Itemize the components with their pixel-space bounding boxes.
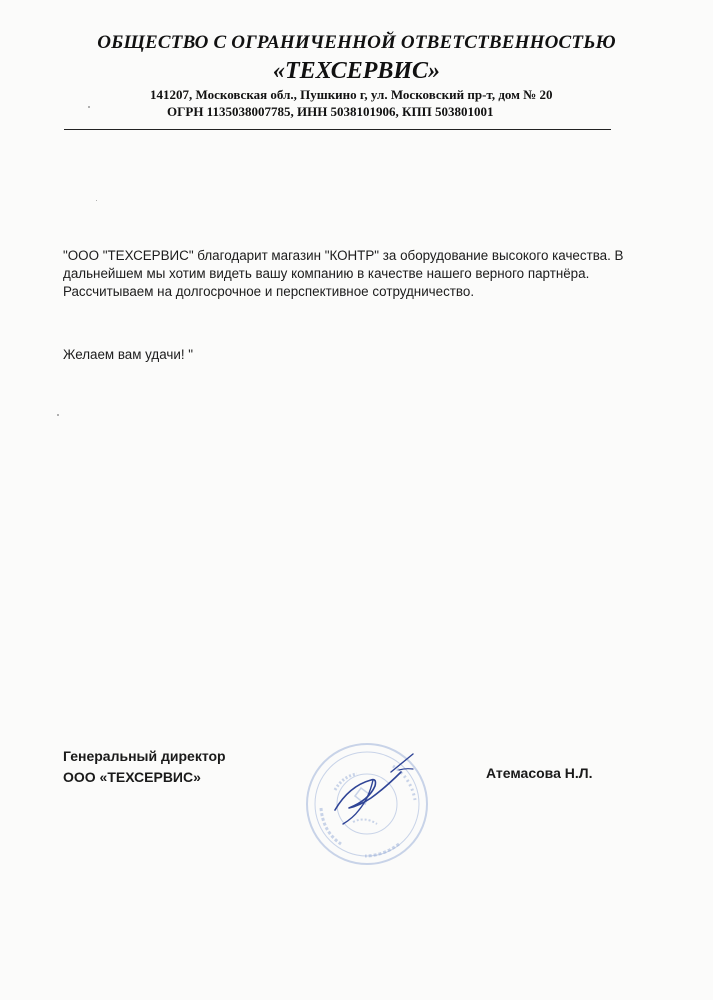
letter-line: дальнейшем мы хотим видеть вашу компанию в качестве нашего верного партнёра. xyxy=(63,266,590,281)
signatory-company: ООО «ТЕХСЕРВИС» xyxy=(63,769,201,785)
letter-closing: Желаем вам удачи! " xyxy=(63,347,194,362)
letter-line: Рассчитываем на долгосрочное и перспективное сотрудничество. xyxy=(63,284,475,299)
signatory-name: Атемасова Н.Л. xyxy=(486,765,593,781)
header-divider xyxy=(64,129,611,130)
org-name: «ТЕХСЕРВИС» xyxy=(272,58,441,84)
letter-line: "ООО "ТЕХСЕРВИС" благодарит магазин "КОНТР" за оборудование высокого качества. В xyxy=(63,248,624,263)
scan-speck xyxy=(96,200,97,201)
scan-speck xyxy=(57,414,59,416)
signatory-position-title: Генеральный директор xyxy=(63,748,226,764)
org-legal-form: ОБЩЕСТВО С ОГРАНИЧЕННОЙ ОТВЕТСТВЕННОСТЬЮ xyxy=(97,32,616,53)
org-address: 141207, Московская обл., Пушкино г, ул. Московский пр-т, дом № 20 xyxy=(150,87,553,102)
company-stamp-icon xyxy=(295,726,445,876)
signatory-position xyxy=(63,746,226,788)
letter-body xyxy=(63,247,643,301)
scan-speck xyxy=(88,106,90,108)
org-requisites: ОГРН 1135038007785, ИНН 5038101906, КПП 503801001 xyxy=(167,104,494,119)
